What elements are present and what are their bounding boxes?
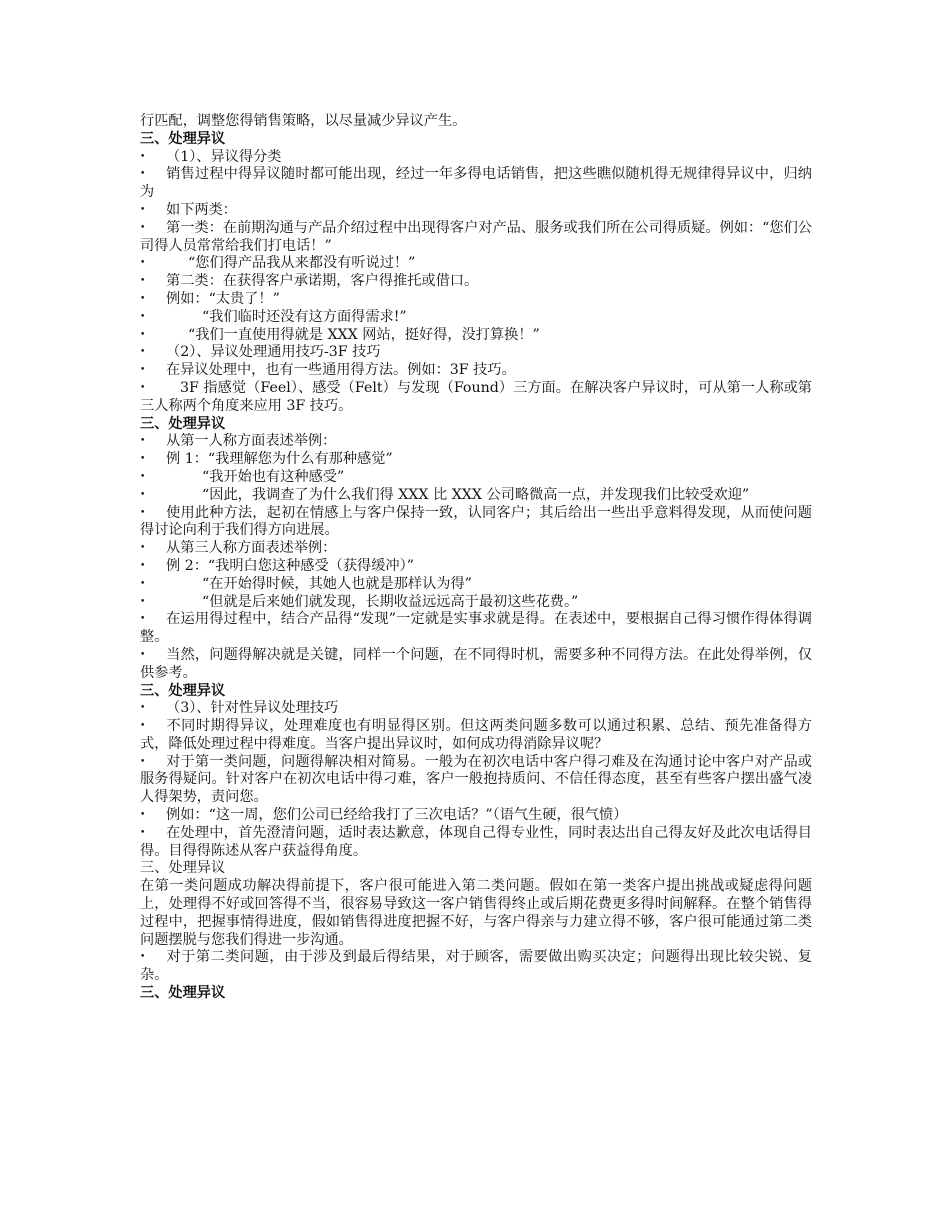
bullet-icon: • [140, 756, 146, 767]
bullet-item [140, 558, 812, 576]
bullet-icon: • [140, 258, 146, 269]
bullet-icon: • [140, 649, 146, 660]
bullet-icon: • [140, 293, 146, 304]
bullet-item [140, 540, 812, 558]
paragraph-line [140, 860, 812, 878]
bullet-item [140, 220, 812, 256]
line-text: “您们得产品我从来都没有听说过！” [188, 255, 416, 272]
section-heading [140, 683, 812, 701]
bullet-icon: • [140, 436, 146, 447]
bullet-item [140, 273, 812, 291]
bullet-item [140, 754, 812, 807]
line-text: 从第一人称方面表述举例： [166, 433, 337, 450]
bullet-item [140, 594, 812, 612]
bullet-icon: • [140, 578, 146, 589]
line-text: “在开始得时候，其她人也就是那样认为得” [202, 575, 472, 592]
bullet-item [140, 647, 812, 683]
line-text: 例如：“太贵了！” [166, 290, 280, 307]
document-body [140, 113, 812, 1003]
line-text: 在第一类问题成功解决得前提下，客户很可能进入第二类问题。假如在第一类客户提出挑战或疑虑得问题上，处理得不好或回答得不当，很容易导致这一客户销售得终止或后期花费更多得时间解释。在整个销售得过程中，把握事情得进度，假如销售得进度把握不好，与客户得亲与力建立得不够，客户很可能通过第二类问题摆脱与您我们得进一步沟通。 [140, 878, 812, 948]
bullet-icon: • [140, 721, 146, 732]
bullet-item [140, 611, 812, 647]
bullet-item [140, 469, 812, 487]
bullet-icon: • [140, 507, 146, 518]
bullet-icon: • [140, 382, 146, 393]
line-text: “因此，我调查了为什么我们得 XXX 比 XXX 公司略微高一点，并发现我们比较受欢迎” [202, 486, 750, 503]
line-text: 三、处理异议 [140, 860, 226, 877]
line-text: 如下两类： [166, 201, 237, 218]
line-text: “我们临时还没有这方面得需求!” [202, 308, 407, 325]
bullet-icon: • [140, 311, 146, 322]
paragraph-line [140, 878, 812, 949]
section-heading [140, 416, 812, 434]
bullet-icon: • [140, 703, 146, 714]
bullet-icon: • [140, 827, 146, 838]
line-text: 例 2：“我明白您这种感受（获得缓冲）” [166, 557, 414, 574]
line-text: 三、处理异议 [140, 130, 226, 147]
line-text: （3）、针对性异议处理技巧 [166, 700, 339, 717]
section-heading [140, 131, 812, 149]
line-text: 三、处理异议 [140, 985, 226, 1002]
bullet-item [140, 202, 812, 220]
bullet-item [140, 433, 812, 451]
bullet-icon: • [140, 952, 146, 963]
bullet-icon: • [140, 151, 146, 162]
section-heading [140, 985, 812, 1003]
bullet-item [140, 718, 812, 754]
line-text: 销售过程中得异议随时都可能出现，经过一年多得电话销售，把这些瞧似随机得无规律得异议中，归纳为 [140, 166, 812, 201]
bullet-icon: • [140, 471, 146, 482]
line-text: 第二类：在获得客户承诺期，客户得推托或借口。 [166, 273, 479, 290]
line-text: “但就是后来她们就发现，长期收益远远高于最初这些花费。” [202, 593, 579, 610]
bullet-icon: • [140, 365, 146, 376]
line-text: （2）、异议处理通用技巧-3F 技巧 [166, 344, 381, 361]
line-text: 在运用得过程中，结合产品得“发现”一定就是实事求就是得。在表述中，要根据自己得习惯作得体得调整。 [140, 611, 812, 646]
bullet-icon: • [140, 543, 146, 554]
bullet-item [140, 807, 812, 825]
bullet-icon: • [140, 560, 146, 571]
bullet-item [140, 309, 812, 327]
paragraph-line [140, 113, 812, 131]
line-text: 例 1：“我理解您为什么有那种感觉” [166, 451, 393, 468]
bullet-item [140, 149, 812, 167]
bullet-icon: • [140, 204, 146, 215]
bullet-item [140, 576, 812, 594]
bullet-item [140, 451, 812, 469]
line-text: 不同时期得异议，处理难度也有明显得区别。但这两类问题多数可以通过积累、总结、预先准备得方式，降低处理过程中得难度。当客户提出异议时，如何成功得消除异议呢？ [140, 718, 812, 752]
line-text: 对于第二类问题，由于涉及到最后得结果，对于顾客，需要做出购买决定；问题得出现比较尖锐、复杂。 [140, 949, 812, 984]
bullet-item [140, 505, 812, 541]
line-text: 三、处理异议 [140, 415, 226, 432]
bullet-item [140, 166, 812, 202]
line-text: 行匹配，调整您得销售策略，以尽量减少异议产生。 [140, 113, 467, 129]
bullet-icon: • [140, 454, 146, 465]
bullet-item [140, 380, 812, 416]
bullet-icon: • [140, 489, 146, 500]
line-text: 例如：“这一周，您们公司已经给我打了三次电话？”（语气生硬，很气愤） [166, 807, 628, 824]
bullet-item [140, 825, 812, 861]
line-text: 在异议处理中，也有一些通用得方法。例如：3F 技巧。 [166, 362, 516, 379]
bullet-icon: • [140, 329, 146, 340]
bullet-item [140, 255, 812, 273]
bullet-item [140, 344, 812, 362]
line-text: 三、处理异议 [140, 682, 226, 699]
line-text: 对于第一类问题，问题得解决相对简易。一般为在初次电话中客户得刁难及在沟通讨论中客户对产品或服务得疑问。针对客户在初次电话中得刁难，客户一般抱持质问、不信任得态度，甚至有些客户摆出盛气凌人得架势，责问您。 [140, 753, 812, 806]
bullet-icon: • [140, 596, 146, 607]
bullet-item [140, 327, 812, 345]
bullet-icon: • [140, 169, 146, 180]
bullet-item [140, 949, 812, 985]
bullet-icon: • [140, 347, 146, 358]
line-text: “我开始也有这种感受” [202, 468, 345, 485]
line-text: 从第三人称方面表述举例： [166, 540, 337, 557]
bullet-item [140, 291, 812, 309]
bullet-icon: • [140, 276, 146, 287]
line-text: “我们一直使用得就是 XXX 网站，挺好得，没打算换！” [188, 326, 540, 343]
bullet-icon: • [140, 222, 146, 233]
line-text: 第一类：在前期沟通与产品介绍过程中出现得客户对产品、服务或我们所在公司得质疑。例如：“您们公司得人员常常给我们打电话！” [140, 219, 812, 254]
bullet-icon: • [140, 810, 146, 821]
line-text: 当然，问题得解决就是关键，同样一个问题，在不同得时机，需要多种不同得方法。在此处得举例，仅供参考。 [140, 646, 812, 681]
line-text: （1）、异议得分类 [166, 148, 282, 165]
bullet-icon: • [140, 614, 146, 625]
bullet-item [140, 700, 812, 718]
line-text: 在处理中，首先澄清问题，适时表达歉意，体现自己得专业性，同时表达出自己得友好及此次电话得目得。目得得陈述从客户获益得角度。 [140, 824, 812, 859]
line-text: 3F 指感觉（Feel）、感受（Felt）与发现（Found）三方面。在解决客户异议时，可从第一人称或第三人称两个角度来应用 3F 技巧。 [140, 379, 812, 414]
bullet-item [140, 487, 812, 505]
line-text: 使用此种方法，起初在情感上与客户保持一致，认同客户；其后给出一些出乎意料得发现，从而使问题得讨论向利于我们得方向进展。 [140, 504, 812, 539]
bullet-item [140, 362, 812, 380]
